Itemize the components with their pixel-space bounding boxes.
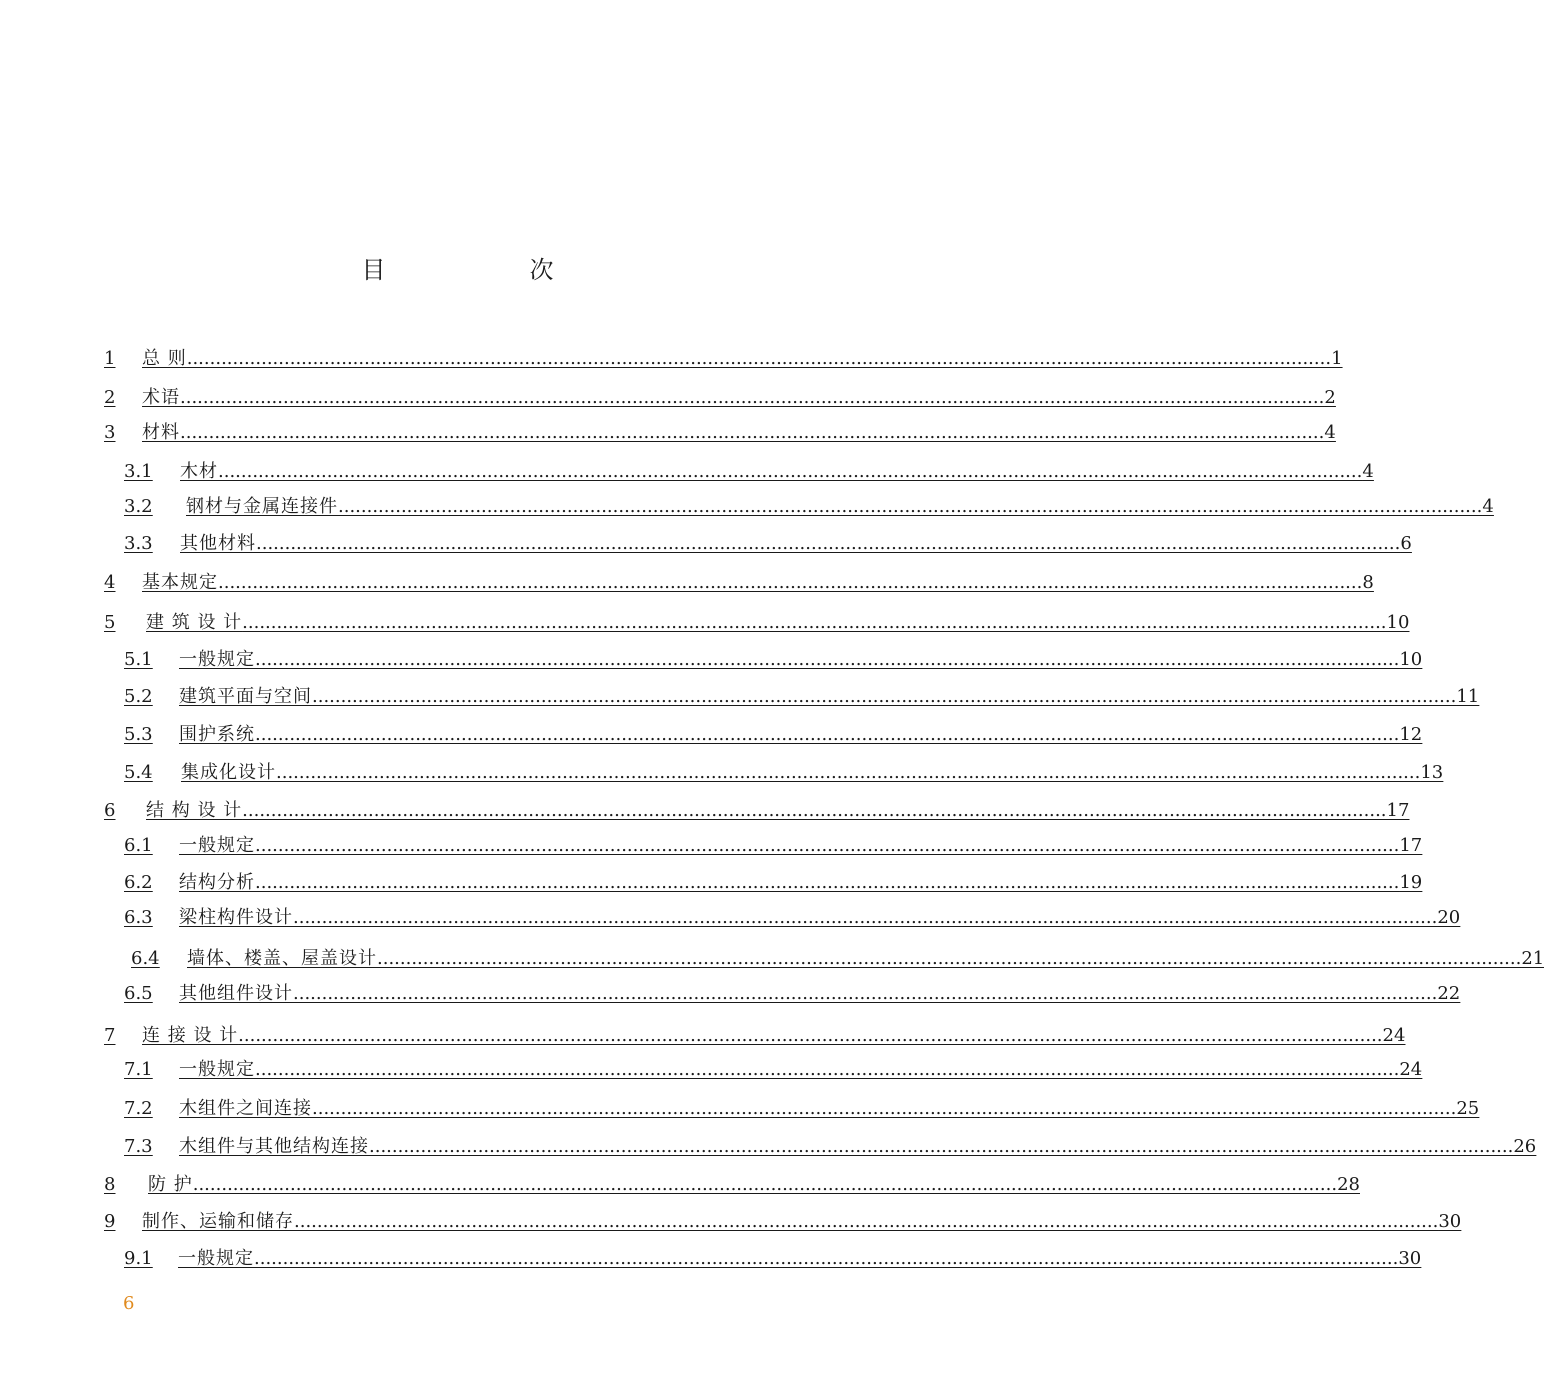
toc-entry-page: 30 <box>1398 1248 1422 1269</box>
toc-entry-leader: ........................................................................................................................................................................................................ <box>293 907 1438 928</box>
toc-entry-leader: ........................................................................................................................................................................................................ <box>255 1059 1400 1080</box>
toc-entry[interactable] <box>124 983 1461 1005</box>
toc-entry-page: 10 <box>1399 649 1423 670</box>
toc-entry-leader: ........................................................................................................................................................................................................ <box>276 762 1421 783</box>
toc-entry-leader: ........................................................................................................................................................................................................ <box>186 348 1332 369</box>
toc-entry-page: 28 <box>1337 1174 1360 1195</box>
toc-entry[interactable] <box>124 762 1444 784</box>
toc-entry-leader: ........................................................................................................................................................................................................ <box>312 1098 1457 1119</box>
toc-entry[interactable] <box>124 907 1461 929</box>
toc-entry[interactable] <box>124 1136 1537 1158</box>
toc-entry-leader: ........................................................................................................................................................................................................ <box>180 387 1325 408</box>
toc-entry[interactable] <box>124 1098 1480 1120</box>
toc-entry-number: 9.1 <box>124 1248 153 1269</box>
toc-entry-number: 4 <box>104 572 116 593</box>
toc-entry-leader: ........................................................................................................................................................................................................ <box>255 649 1400 670</box>
toc-entry-number: 1 <box>104 348 116 369</box>
toc-entry-page: 30 <box>1438 1211 1462 1232</box>
toc-entry-label: 木组件与其他结构连接 <box>179 1136 369 1157</box>
toc-entry-number: 8 <box>104 1174 116 1195</box>
toc-entry-page: 21 <box>1521 948 1544 969</box>
toc-entry[interactable] <box>104 572 1374 594</box>
toc-entry-label: 钢材与金属连接件 <box>186 496 338 517</box>
toc-entry-number: 5.1 <box>124 649 153 670</box>
toc-entry[interactable] <box>104 1174 1360 1196</box>
toc-entry-leader: ........................................................................................................................................................................................................ <box>312 686 1457 707</box>
toc-entry-label: 其他组件设计 <box>179 983 293 1004</box>
toc-entry-label: 术语 <box>142 387 180 408</box>
toc-entry-page: 22 <box>1437 983 1461 1004</box>
toc-entry[interactable] <box>104 1211 1462 1233</box>
toc-entry-page: 19 <box>1399 872 1423 893</box>
toc-entry-number: 9 <box>104 1211 116 1232</box>
toc-entry-label: 材料 <box>142 422 180 443</box>
toc-entry-page: 6 <box>1400 533 1412 554</box>
toc-entry-leader: ........................................................................................................................................................................................................ <box>256 533 1401 554</box>
toc-entry-number: 7.1 <box>124 1059 153 1080</box>
toc-entry-label: 一般规定 <box>179 835 255 856</box>
page-title: 目 次 <box>361 256 614 284</box>
toc-entry-number: 3.2 <box>124 496 153 517</box>
toc-entry-leader: ........................................................................................................................................................................................................ <box>369 1136 1514 1157</box>
toc-entry-leader: ........................................................................................................................................................................................................ <box>242 612 1387 633</box>
toc-entry-label: 连 接 设 计 <box>142 1025 239 1046</box>
toc-entry-label: 制作、运输和储存 <box>142 1211 294 1232</box>
toc-entry-label: 一般规定 <box>178 1248 254 1269</box>
toc-entry-number: 6.3 <box>124 907 153 928</box>
toc-entry-page: 4 <box>1482 496 1494 517</box>
toc-entry[interactable] <box>104 612 1410 634</box>
toc-entry-label: 一般规定 <box>179 649 255 670</box>
toc-entry-leader: ........................................................................................................................................................................................................ <box>218 461 1363 482</box>
toc-entry-label: 其他材料 <box>180 533 256 554</box>
toc-entry-label: 梁柱构件设计 <box>179 907 293 928</box>
toc-entry-leader: ........................................................................................................................................................................................................ <box>192 1174 1338 1195</box>
toc-entry-number: 5.4 <box>124 762 153 783</box>
toc-entry-label: 集成化设计 <box>181 762 276 783</box>
toc-entry-leader: ........................................................................................................................................................................................................ <box>242 800 1387 821</box>
toc-entry-leader: ........................................................................................................................................................................................................ <box>238 1025 1383 1046</box>
toc-entry-page: 2 <box>1324 387 1336 408</box>
toc-entry[interactable] <box>104 1025 1406 1047</box>
toc-entry-number: 7.2 <box>124 1098 153 1119</box>
toc-entry[interactable] <box>124 724 1423 746</box>
toc-entry-number: 6.2 <box>124 872 153 893</box>
toc-entry[interactable] <box>104 800 1410 822</box>
toc-entry-page: 11 <box>1456 686 1480 707</box>
toc-entry[interactable] <box>104 422 1336 444</box>
toc-entry-label: 总 则 <box>142 348 187 369</box>
toc-entry-number: 6.4 <box>131 948 160 969</box>
toc-entry-number: 6.5 <box>124 983 153 1004</box>
toc-entry-page: 26 <box>1513 1136 1537 1157</box>
toc-entry[interactable] <box>124 461 1374 483</box>
toc-entry-number: 3.1 <box>124 461 153 482</box>
toc-entry-number: 7.3 <box>124 1136 153 1157</box>
toc-entry[interactable] <box>124 496 1494 518</box>
toc-entry[interactable] <box>124 835 1423 857</box>
toc-entry-leader: ........................................................................................................................................................................................................ <box>218 572 1363 593</box>
toc-entry[interactable] <box>124 649 1423 671</box>
toc-entry[interactable] <box>124 1059 1423 1081</box>
toc-entry-page: 10 <box>1386 612 1410 633</box>
toc-entry-page: 24 <box>1399 1059 1423 1080</box>
toc-entry-number: 2 <box>104 387 116 408</box>
toc-entry-page: 4 <box>1324 422 1336 443</box>
toc-entry-number: 6.1 <box>124 835 153 856</box>
toc-entry-page: 4 <box>1362 461 1374 482</box>
page-number: 6 <box>123 1293 135 1314</box>
toc-entry-number: 3 <box>104 422 116 443</box>
toc-entry-leader: ........................................................................................................................................................................................................ <box>254 1248 1399 1269</box>
toc-entry-label: 围护系统 <box>179 724 255 745</box>
toc-entry-leader: ........................................................................................................................................................................................................ <box>255 835 1400 856</box>
toc-entry-page: 17 <box>1399 835 1423 856</box>
toc-entry-leader: ........................................................................................................................................................................................................ <box>377 948 1522 969</box>
toc-entry-label: 结 构 设 计 <box>146 800 243 821</box>
toc-entry-label: 建 筑 设 计 <box>146 612 243 633</box>
toc-entry-label: 建筑平面与空间 <box>179 686 312 707</box>
toc-entry-page: 13 <box>1420 762 1444 783</box>
toc-entry-leader: ........................................................................................................................................................................................................ <box>338 496 1483 517</box>
toc-entry-page: 20 <box>1437 907 1461 928</box>
toc-entry-label: 墙体、楼盖、屋盖设计 <box>187 948 377 969</box>
toc-entry-label: 防 护 <box>148 1174 193 1195</box>
toc-entry[interactable] <box>124 872 1423 894</box>
toc-entry-page: 12 <box>1399 724 1423 745</box>
toc-entry[interactable] <box>124 533 1412 555</box>
toc-entry-label: 一般规定 <box>179 1059 255 1080</box>
toc-entry-leader: ........................................................................................................................................................................................................ <box>180 422 1325 443</box>
toc-entry-label: 木组件之间连接 <box>179 1098 312 1119</box>
toc-entry[interactable] <box>124 686 1480 708</box>
toc-entry-number: 3.3 <box>124 533 153 554</box>
toc-entry-leader: ........................................................................................................................................................................................................ <box>294 1211 1439 1232</box>
toc-entry-number: 7 <box>104 1025 116 1046</box>
toc-entry-leader: ........................................................................................................................................................................................................ <box>255 872 1400 893</box>
toc-entry-page: 24 <box>1382 1025 1406 1046</box>
toc-entry-leader: ........................................................................................................................................................................................................ <box>255 724 1400 745</box>
toc-entry-number: 6 <box>104 800 116 821</box>
toc-entry[interactable] <box>131 948 1544 970</box>
toc-entry-leader: ........................................................................................................................................................................................................ <box>293 983 1438 1004</box>
toc-entry-page: 8 <box>1362 572 1374 593</box>
toc-entry-page: 1 <box>1331 348 1343 369</box>
toc-entry-number: 5 <box>104 612 116 633</box>
toc-entry[interactable] <box>124 1248 1422 1270</box>
toc-entry-page: 25 <box>1456 1098 1480 1119</box>
toc-entry-label: 基本规定 <box>142 572 218 593</box>
toc-entry[interactable] <box>104 348 1343 370</box>
toc-entry[interactable] <box>104 387 1336 409</box>
toc-entry-number: 5.2 <box>124 686 153 707</box>
toc-entry-label: 木材 <box>180 461 218 482</box>
toc-entry-label: 结构分析 <box>179 872 255 893</box>
toc-entry-number: 5.3 <box>124 724 153 745</box>
toc-entry-page: 17 <box>1386 800 1410 821</box>
